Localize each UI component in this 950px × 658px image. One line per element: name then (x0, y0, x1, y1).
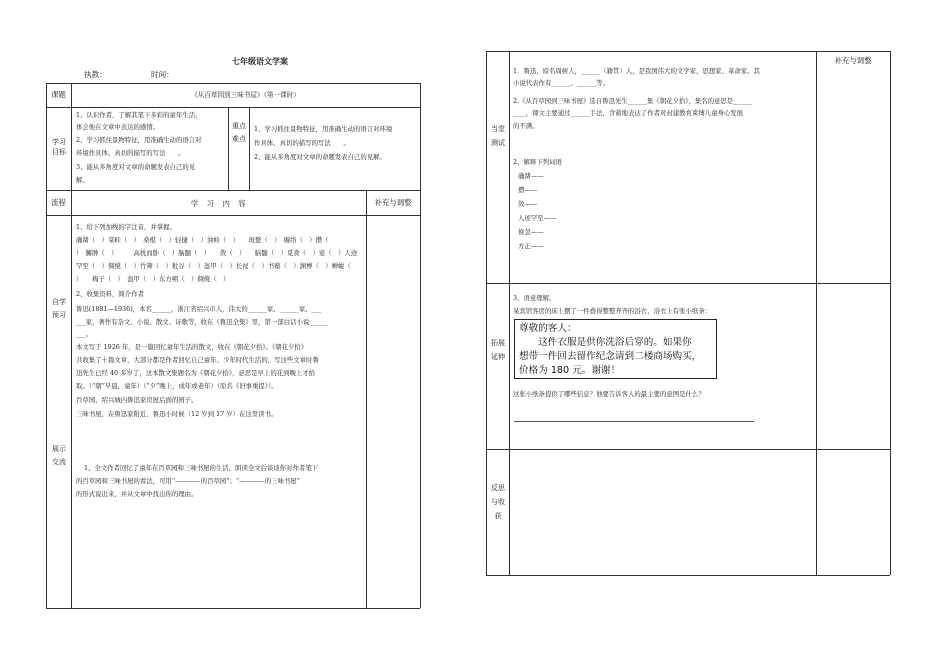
test-label: 当堂测试 (491, 125, 505, 147)
note-line: 这件衣服是供你洗浴后穿的。如果你 (519, 337, 692, 348)
page-title: 七年级语文学案 (232, 57, 288, 66)
show-label: 展示交流 (52, 445, 66, 466)
extend-label: 拓展延伸 (491, 339, 505, 361)
vocab-title: 2、解释下列词语 (513, 158, 562, 166)
teacher-label: 执教： (84, 70, 107, 79)
topic-value: 《从百草园到三味书屋》（第一课时） (191, 91, 300, 99)
selfstudy-label: 自学预习 (52, 298, 66, 319)
reflect-label: 反思与收获 (491, 484, 505, 520)
note-line: 价格为 180 元。谢谢！ (519, 365, 621, 376)
adjust-label-right: 补充与调整 (834, 56, 872, 65)
note-line: 想带一件回去留作纪念请到二楼商场购买， (519, 351, 702, 362)
answer-line[interactable] (514, 421, 754, 422)
topic-label: 课题 (51, 90, 66, 99)
adjust-label-left: 补充与调整 (374, 198, 412, 207)
note-line: 尊敬的客人： (519, 323, 577, 334)
question-text: 这张小纸条提供了哪些信息？他要告诉客人的最主要的意图是什么？ (513, 390, 705, 398)
process-label: 流程 (51, 198, 66, 207)
time-label: 时间： (151, 70, 174, 79)
hotel-note (514, 319, 717, 379)
content-label: 学 习 内 容 (190, 199, 247, 208)
goals-label: 学习目标 (52, 138, 66, 156)
focus-label: 重点难点 (232, 122, 246, 143)
